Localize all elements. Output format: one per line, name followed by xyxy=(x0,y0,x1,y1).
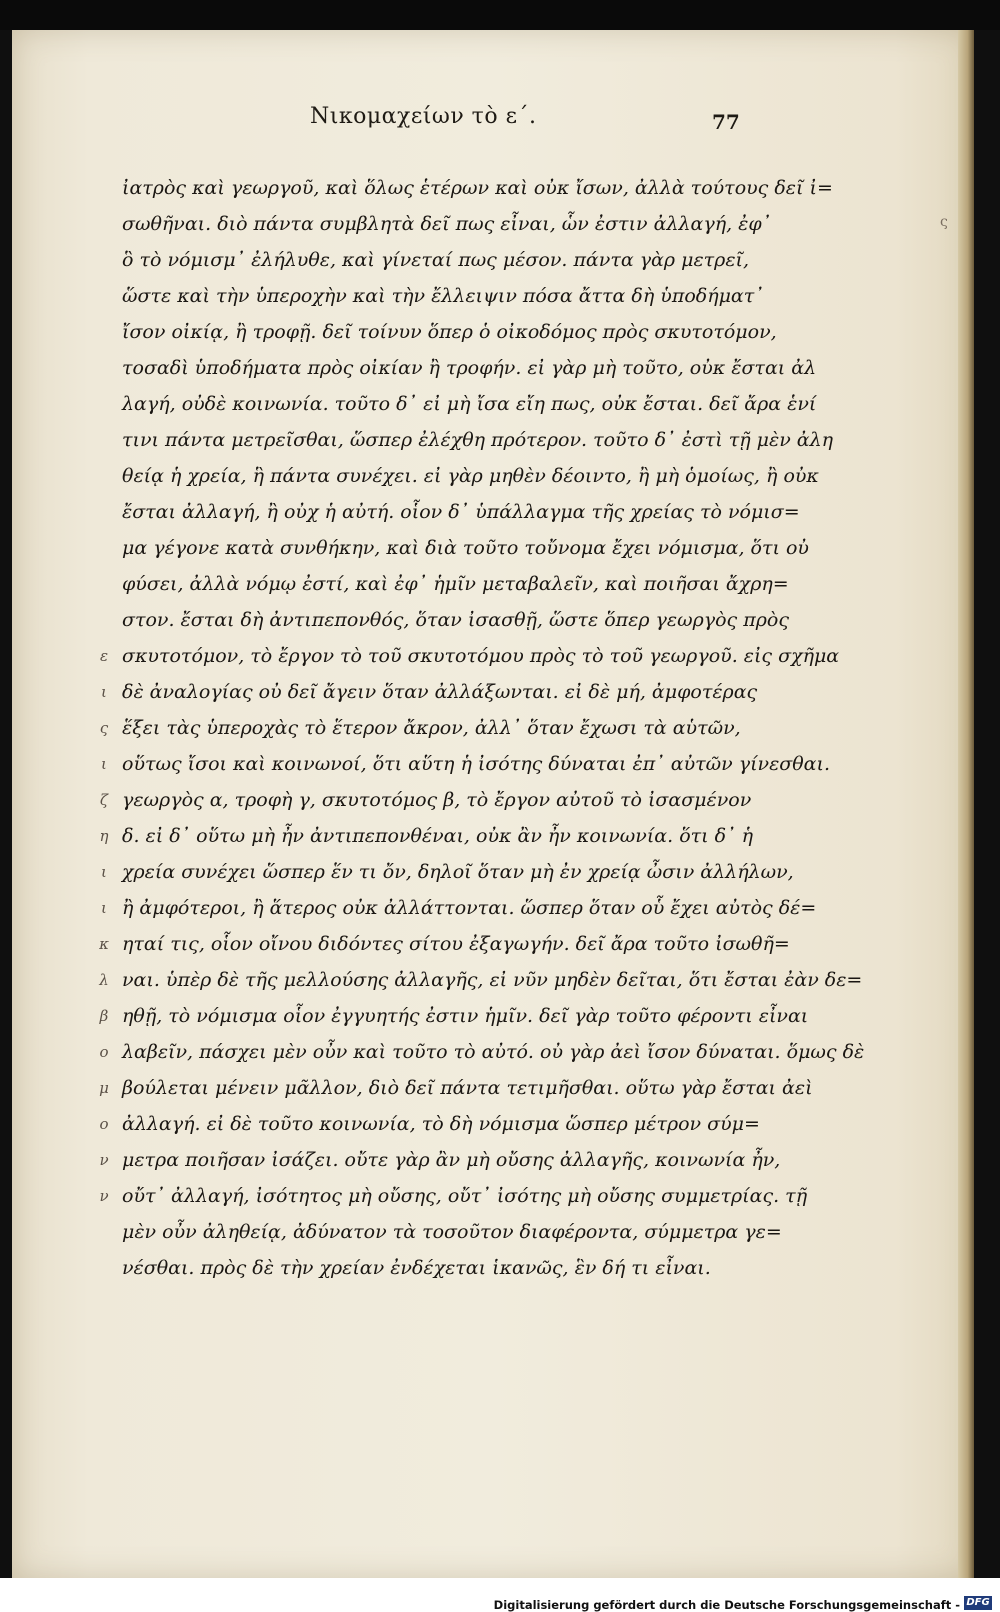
text-line: φύσει, ἀλλὰ νόμῳ ἐστί, καὶ ἐφ᾽ ἡμῖν μεταβαλεῖν, καὶ ποιῆσαι ἄχρη= xyxy=(122,573,789,595)
text-line: χρεία συνέχει ὥσπερ ἕν τι ὄν, δηλοῖ ὅταν μὴ ἐν χρείᾳ ὦσιν ἀλλήλων, xyxy=(122,861,794,883)
margin-letter: ι xyxy=(101,755,107,773)
dfg-credit-text: Digitalisierung gefördert durch die Deutsche Forschungsgemeinschaft - xyxy=(493,1598,960,1612)
text-line: βούλεται μένειν μᾶλλον, διὸ δεῖ πάντα τετιμῆσθαι. οὕτω γὰρ ἔσται ἀεὶ xyxy=(122,1077,813,1099)
left-margin-notes xyxy=(92,638,116,1214)
text-line: μὲν οὖν ἀληθείᾳ, ἀδύνατον τὰ τοσοῦτον διαφέροντα, σύμμετρα γε= xyxy=(122,1221,782,1243)
text-line: ναι. ὑπὲρ δὲ τῆς μελλούσης ἀλλαγῆς, εἰ νῦν μηδὲν δεῖται, ὅτι ἔσται ἐὰν δε= xyxy=(122,969,863,991)
text-line: ἢ ἀμφότεροι, ἢ ἅτερος οὐκ ἀλλάττονται. ὥσπερ ὅταν οὗ ἔχει αὐτὸς δέ= xyxy=(122,897,817,919)
margin-letter: λ xyxy=(99,971,109,989)
margin-letter: ι xyxy=(101,683,107,701)
text-line: λαγή, οὐδὲ κοινωνία. τοῦτο δ᾽ εἰ μὴ ἴσα εἴη πως, οὐκ ἔσται. δεῖ ἄρα ἑνί xyxy=(122,393,817,415)
text-line: ηταί τις, οἷον οἴνου διδόντες σίτου ἐξαγωγήν. δεῖ ἄρα τοῦτο ἰσωθῆ= xyxy=(122,933,790,955)
text-line: νέσθαι. πρὸς δὲ τὴν χρείαν ἐνδέχεται ἱκανῶς, ἓν δή τι εἶναι. xyxy=(122,1257,711,1279)
text-line: λαβεῖν, πάσχει μὲν οὖν καὶ τοῦτο τὸ αὐτό. οὐ γὰρ ἀεὶ ἴσον δύναται. ὅμως δὲ xyxy=(122,1041,865,1063)
margin-letter: ι xyxy=(101,863,107,881)
running-head: Νικομαχείων τὸ ε΄. xyxy=(310,104,537,129)
text-line: οὔτ᾽ ἀλλαγή, ἰσότητος μὴ οὔσης, οὔτ᾽ ἰσότης μὴ οὔσης συμμετρίας. τῇ xyxy=(122,1185,808,1207)
margin-letter: μ xyxy=(99,1079,109,1097)
text-line: ἔσται ἀλλαγή, ἢ οὐχ ἡ αὐτή. οἷον δ᾽ ὑπάλλαγμα τῆς χρείας τὸ νόμισ= xyxy=(122,501,800,523)
text-line: ἀλλαγή. εἰ δὲ τοῦτο κοινωνία, τὸ δὴ νόμισμα ὥσπερ μέτρον σύμ= xyxy=(122,1113,760,1135)
margin-letter: ο xyxy=(99,1043,109,1061)
margin-letter: ν xyxy=(99,1151,109,1169)
margin-letter: ι xyxy=(101,899,107,917)
text-line: μα γέγονε κατὰ συνθήκην, καὶ διὰ τοῦτο τοὔνομα ἔχει νόμισμα, ὅτι οὐ xyxy=(122,537,809,559)
text-line: σωθῆναι. διὸ πάντα συμβλητὰ δεῖ πως εἶναι, ὧν ἐστιν ἀλλαγή, ἐφ᾽ xyxy=(122,213,772,235)
margin-letter: η xyxy=(99,827,109,845)
text-line: τινι πάντα μετρεῖσθαι, ὥσπερ ἐλέχθη πρότερον. τοῦτο δ᾽ ἐστὶ τῇ μὲν ἀλη xyxy=(122,429,834,451)
scan-top-border xyxy=(0,0,1000,30)
text-line: θείᾳ ἡ χρεία, ἣ πάντα συνέχει. εἰ γὰρ μηθὲν δέοιντο, ἢ μὴ ὁμοίως, ἢ οὐκ xyxy=(122,465,819,487)
margin-letter: κ xyxy=(99,935,109,953)
page-number: 77 xyxy=(712,110,740,134)
margin-letter: ο xyxy=(99,1115,109,1133)
text-line: ηθῇ, τὸ νόμισμα οἷον ἐγγυητής ἐστιν ἡμῖν. δεῖ γὰρ τοῦτο φέροντι εἶναι xyxy=(122,1005,809,1027)
text-line: ἰατρὸς καὶ γεωργοῦ, καὶ ὅλως ἑτέρων καὶ οὐκ ἴσων, ἀλλὰ τούτους δεῖ ἰ= xyxy=(122,177,833,199)
dfg-logo: DFG xyxy=(964,1596,992,1610)
text-line: ἕξει τὰς ὑπεροχὰς τὸ ἕτερον ἄκρον, ἀλλ᾽ ὅταν ἔχωσι τὰ αὑτῶν, xyxy=(122,717,741,739)
greek-text-block xyxy=(122,170,865,1286)
text-line: γεωργὸς α, τροφὴ γ, σκυτοτόμος β, τὸ ἔργον αὐτοῦ τὸ ἰσασμένον xyxy=(122,789,752,811)
text-line: στον. ἔσται δὴ ἀντιπεπονθός, ὅταν ἰσασθῇ, ὥστε ὅπερ γεωργὸς πρὸς xyxy=(122,609,789,631)
text-line: ὥστε καὶ τὴν ὑπεροχὴν καὶ τὴν ἔλλειψιν πόσα ἄττα δὴ ὑποδήματ᾽ xyxy=(122,285,764,307)
text-line: οὕτως ἴσοι καὶ κοινωνοί, ὅτι αὕτη ἡ ἰσότης δύναται ἐπ᾽ αὐτῶν γίνεσθαι. xyxy=(122,753,831,775)
text-line: ἴσον οἰκίᾳ, ἢ τροφῇ. δεῖ τοίνυν ὅπερ ὁ οἰκοδόμος πρὸς σκυτοτόμον, xyxy=(122,321,777,343)
margin-letter: ν xyxy=(99,1187,109,1205)
page-edge-shadow xyxy=(958,30,974,1578)
margin-letter: ε xyxy=(99,647,109,665)
text-line: ὃ τὸ νόμισμ᾽ ἐλήλυθε, καὶ γίνεταί πως μέσον. πάντα γὰρ μετρεῖ, xyxy=(122,249,749,271)
margin-letter: ζ xyxy=(99,791,109,809)
text-line: τοσαδὶ ὑποδήματα πρὸς οἰκίαν ἢ τροφήν. εἰ γὰρ μὴ τοῦτο, οὐκ ἔσται ἀλ xyxy=(122,357,817,379)
text-line: σκυτοτόμον, τὸ ἔργον τὸ τοῦ σκυτοτόμου πρὸς τὸ τοῦ γεωργοῦ. εἰς σχῆμα xyxy=(122,645,840,667)
text-line: δ. εἰ δ᾽ οὕτω μὴ ἦν ἀντιπεπονθέναι, οὐκ ἂν ἦν κοινωνία. ὅτι δ᾽ ἡ xyxy=(122,825,753,847)
right-margin-mark: ς xyxy=(940,214,948,230)
text-line: δὲ ἀναλογίας οὐ δεῖ ἄγειν ὅταν ἀλλάξωνται. εἰ δὲ μή, ἀμφοτέρας xyxy=(122,681,758,703)
text-line: μετρα ποιῆσαν ἰσάζει. οὔτε γὰρ ἂν μὴ οὔσης ἀλλαγῆς, κοινωνία ἦν, xyxy=(122,1149,781,1171)
margin-letter: β xyxy=(99,1007,109,1025)
margin-letter: ς xyxy=(99,719,109,737)
